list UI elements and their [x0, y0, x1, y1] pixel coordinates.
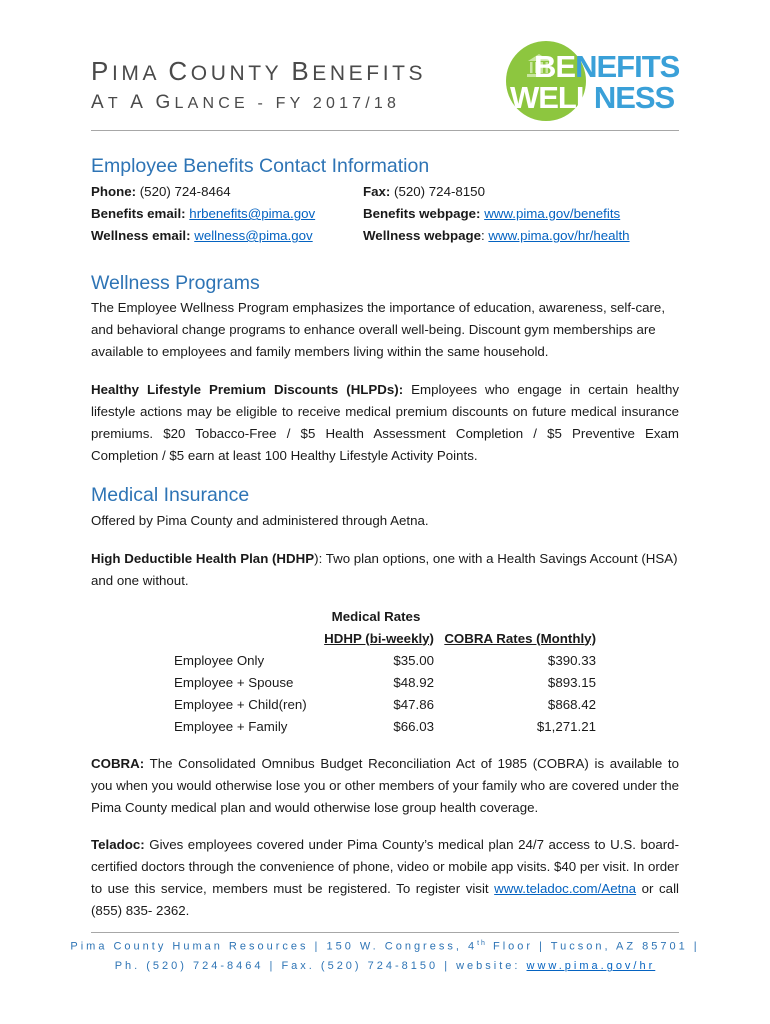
medical-heading: Medical Insurance: [91, 484, 250, 506]
teladoc-paragraph: Teladoc: Gives employees covered under Pima County’s medical plan 24/7 access to U.S. board-certified doctors through the convenience of phone, video or mobile app visits. $40 per visit. In order to use this service, members must be registered. To register visit www.teladoc.com/Aetna or call (855) 835- 2362.: [91, 837, 679, 918]
hdhp-rate-cell: $35.00: [393, 652, 434, 668]
medical-rates-table: [168, 605, 596, 737]
benefits-web-line: Benefits webpage: www.pima.gov/benefits: [363, 206, 621, 221]
wellness-heading: Wellness Programs: [91, 272, 260, 294]
medical-offered: Offered by Pima County and administered through Aetna.: [91, 513, 429, 528]
cobra-paragraph: COBRA: The Consolidated Omnibus Budget Reconciliation Act of 1985 (COBRA) is available to you when you would otherwise lose you or other members of your family who are covered under the Pima County medical plan and would otherwise lose group health coverage.: [91, 756, 679, 815]
benefits-email-link[interactable]: hrbenefits@pima.gov: [189, 206, 316, 221]
phone-line: Phone: (520) 724-8464: [91, 184, 231, 199]
rates-group-header-row: [168, 605, 596, 627]
header-divider: [91, 130, 679, 131]
footer-website-link[interactable]: www.pima.gov/hr: [526, 960, 656, 972]
hdhp-column-header: HDHP (bi-weekly): [324, 630, 434, 646]
contact-heading: Employee Benefits Contact Information: [91, 155, 430, 177]
cobra-column-header: COBRA Rates (Monthly): [444, 630, 596, 646]
tier-cell: Employee + Family: [174, 718, 288, 734]
table-row: [168, 649, 596, 671]
cobra-rate-cell: $1,271.21: [536, 718, 596, 734]
hdhp-rate-cell: $48.92: [393, 674, 434, 690]
footer-address: Pima County Human Resources | 150 W. Congress, 4th Floor | Tucson, AZ 85701 |: [70, 940, 700, 953]
hlpd-paragraph: Healthy Lifestyle Premium Discounts (HLPDs): Employees who engage in certain healthy lifestyle actions may be eligible to receive medical premium discounts on future medical insurance premiums. $20 Tobacco-Free / $5 Health Assessment Completion / $5 Preventive Exam Completion / $5 earn at least 100 Healthy Lifestyle Activity Points.: [91, 382, 680, 463]
wellness-intro: The Employee Wellness Program emphasizes the importance of education, awareness, self-care, and behavioral change programs to enhance overall well-being. Discount gym memberships are available to employees and family members living within the same household.: [91, 300, 666, 359]
benefits-wellness-logo: [506, 41, 686, 123]
document-subtitle: AT A GLANCE - FY 2017/18: [91, 92, 401, 113]
hdhp-paragraph: High Deductible Health Plan (HDHP): Two plan options, one with a Health Savings Account (HSA) and one without.: [91, 551, 678, 588]
footer-divider: [91, 932, 679, 933]
benefits-email-line: Benefits email: hrbenefits@pima.gov: [91, 206, 316, 221]
tier-cell: Employee + Spouse: [174, 674, 294, 690]
table-row: [168, 671, 596, 693]
wellness-email-link[interactable]: wellness@pima.gov: [194, 228, 313, 243]
rates-column-header-row: [168, 627, 596, 649]
rates-group-header: Medical Rates: [331, 608, 421, 624]
benefits-web-link[interactable]: www.pima.gov/benefits: [484, 206, 621, 221]
hdhp-rate-cell: $66.03: [393, 718, 434, 734]
document-title: PIMA COUNTY BENEFITS: [91, 56, 427, 86]
hdhp-rate-cell: $47.86: [393, 696, 434, 712]
wellness-web-link[interactable]: www.pima.gov/hr/health: [488, 228, 630, 243]
wellness-email-line: Wellness email: wellness@pima.gov: [91, 228, 313, 243]
cobra-rate-cell: $893.15: [547, 674, 596, 690]
tier-cell: Employee Only: [174, 652, 265, 668]
fax-line: Fax: (520) 724-8150: [363, 184, 485, 199]
logo-wordmark: BENEFITS WELLNESS: [510, 49, 680, 115]
table-row: [168, 693, 596, 715]
cobra-rate-cell: $390.33: [547, 652, 596, 668]
footer-contact: Ph. (520) 724-8464 | Fax. (520) 724-8150 | website: www.pima.gov/hr: [114, 960, 656, 972]
cobra-rate-cell: $868.42: [547, 696, 596, 712]
teladoc-link[interactable]: www.teladoc.com/Aetna: [494, 881, 637, 896]
table-row: [168, 715, 596, 737]
tier-cell: Employee + Child(ren): [174, 696, 307, 712]
wellness-web-line: Wellness webpage: www.pima.gov/hr/health: [363, 228, 630, 243]
